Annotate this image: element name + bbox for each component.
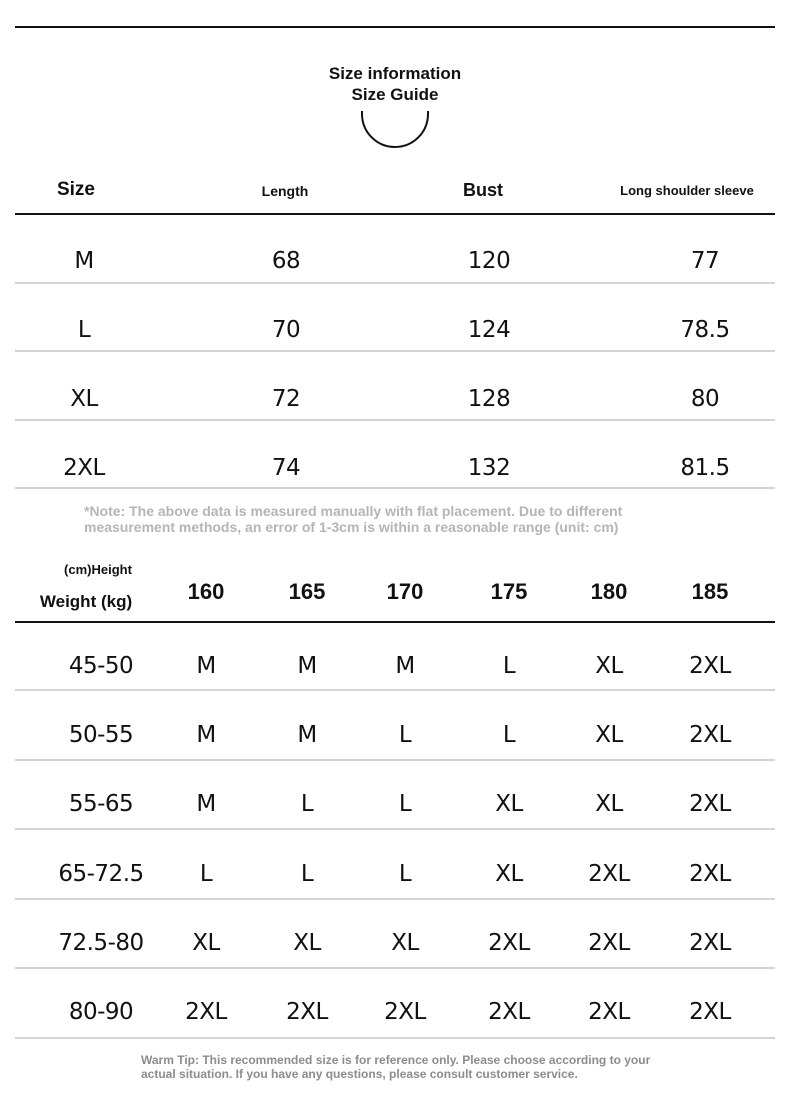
row-divider xyxy=(15,898,775,900)
length-cell: 74 xyxy=(271,455,301,481)
size-cell: M xyxy=(74,248,94,274)
length-cell: 70 xyxy=(271,317,301,343)
size-cell: 2XL xyxy=(689,999,731,1025)
size-cell: M xyxy=(196,722,216,748)
size-cell: 2XL xyxy=(488,999,530,1025)
height-header: 170 xyxy=(386,579,424,604)
size-cell: L xyxy=(300,861,314,887)
size-cell: 2XL xyxy=(689,653,731,679)
sleeve-cell: 80 xyxy=(690,386,720,412)
corner-header-weight: Weight (kg) xyxy=(39,592,133,611)
row-divider xyxy=(15,282,775,284)
size-cell: XL xyxy=(495,791,523,817)
measurement-note-line2: measurement methods, an error of 1-3cm is within a reasonable range (unit: cm) xyxy=(84,519,619,535)
column-header-sleeve: Long shoulder sleeve xyxy=(620,183,754,198)
size-cell: M xyxy=(297,653,317,679)
length-cell: 72 xyxy=(271,386,301,412)
size-cell: 2XL xyxy=(689,861,731,887)
size-cell: 2XL xyxy=(689,722,731,748)
top-divider xyxy=(15,26,775,28)
weight-cell: 55-65 xyxy=(68,791,134,817)
corner-header-height: (cm)Height xyxy=(64,562,132,577)
size-cell: 2XL xyxy=(588,861,630,887)
size-cell: XL xyxy=(495,861,523,887)
warm-tip-line2: actual situation. If you have any questions, please consult customer service. xyxy=(141,1067,578,1081)
weight-cell: 72.5-80 xyxy=(58,930,144,956)
weight-cell: 50-55 xyxy=(68,722,134,748)
row-divider xyxy=(15,689,775,691)
title-size-information: Size information xyxy=(328,64,462,83)
height-header: 165 xyxy=(288,579,326,604)
size-cell: M xyxy=(395,653,415,679)
arc-decoration-icon xyxy=(360,110,430,148)
row-divider xyxy=(15,759,775,761)
header-divider xyxy=(15,213,775,215)
size-cell: XL xyxy=(595,791,623,817)
row-divider xyxy=(15,487,775,489)
height-header: 175 xyxy=(490,579,528,604)
height-header: 185 xyxy=(691,579,729,604)
size-cell: XL xyxy=(70,386,98,412)
size-cell: XL xyxy=(595,722,623,748)
weight-cell: 80-90 xyxy=(68,999,134,1025)
size-cell: XL xyxy=(293,930,321,956)
bust-cell: 124 xyxy=(467,317,511,343)
height-header: 180 xyxy=(590,579,628,604)
bust-cell: 128 xyxy=(467,386,511,412)
size-cell: 2XL xyxy=(488,930,530,956)
length-cell: 68 xyxy=(271,248,301,274)
height-header: 160 xyxy=(187,579,225,604)
size-cell: 2XL xyxy=(689,791,731,817)
size-cell: L xyxy=(398,722,412,748)
weight-cell: 65-72.5 xyxy=(58,861,144,887)
column-header-size: Size xyxy=(56,179,96,200)
column-header-length: Length xyxy=(261,183,309,199)
measurement-note-line1: *Note: The above data is measured manually with flat placement. Due to different xyxy=(84,503,623,519)
size-cell: 2XL xyxy=(63,455,105,481)
row-divider xyxy=(15,828,775,830)
size-cell: M xyxy=(196,791,216,817)
size-cell: L xyxy=(199,861,213,887)
header-divider xyxy=(15,621,775,623)
sleeve-cell: 78.5 xyxy=(680,317,730,343)
size-cell: L xyxy=(502,722,516,748)
size-cell: 2XL xyxy=(588,930,630,956)
size-cell: M xyxy=(196,653,216,679)
warm-tip-line1: Warm Tip: This recommended size is for reference only. Please choose according to your xyxy=(141,1053,651,1067)
size-cell: 2XL xyxy=(588,999,630,1025)
size-cell: L xyxy=(398,791,412,817)
size-cell: L xyxy=(502,653,516,679)
size-cell: 2XL xyxy=(286,999,328,1025)
row-divider xyxy=(15,350,775,352)
size-cell: L xyxy=(300,791,314,817)
size-cell: L xyxy=(398,861,412,887)
size-cell: L xyxy=(77,317,91,343)
sleeve-cell: 77 xyxy=(690,248,720,274)
row-divider xyxy=(15,1037,775,1039)
sleeve-cell: 81.5 xyxy=(680,455,730,481)
row-divider xyxy=(15,419,775,421)
column-header-bust: Bust xyxy=(463,180,503,200)
weight-cell: 45-50 xyxy=(68,653,134,679)
size-cell: 2XL xyxy=(689,930,731,956)
bust-cell: 120 xyxy=(467,248,511,274)
row-divider xyxy=(15,967,775,969)
size-cell: XL xyxy=(595,653,623,679)
size-cell: 2XL xyxy=(185,999,227,1025)
size-cell: XL xyxy=(391,930,419,956)
title-size-guide: Size Guide xyxy=(351,85,439,104)
size-cell: 2XL xyxy=(384,999,426,1025)
size-cell: M xyxy=(297,722,317,748)
size-cell: XL xyxy=(192,930,220,956)
bust-cell: 132 xyxy=(467,455,511,481)
